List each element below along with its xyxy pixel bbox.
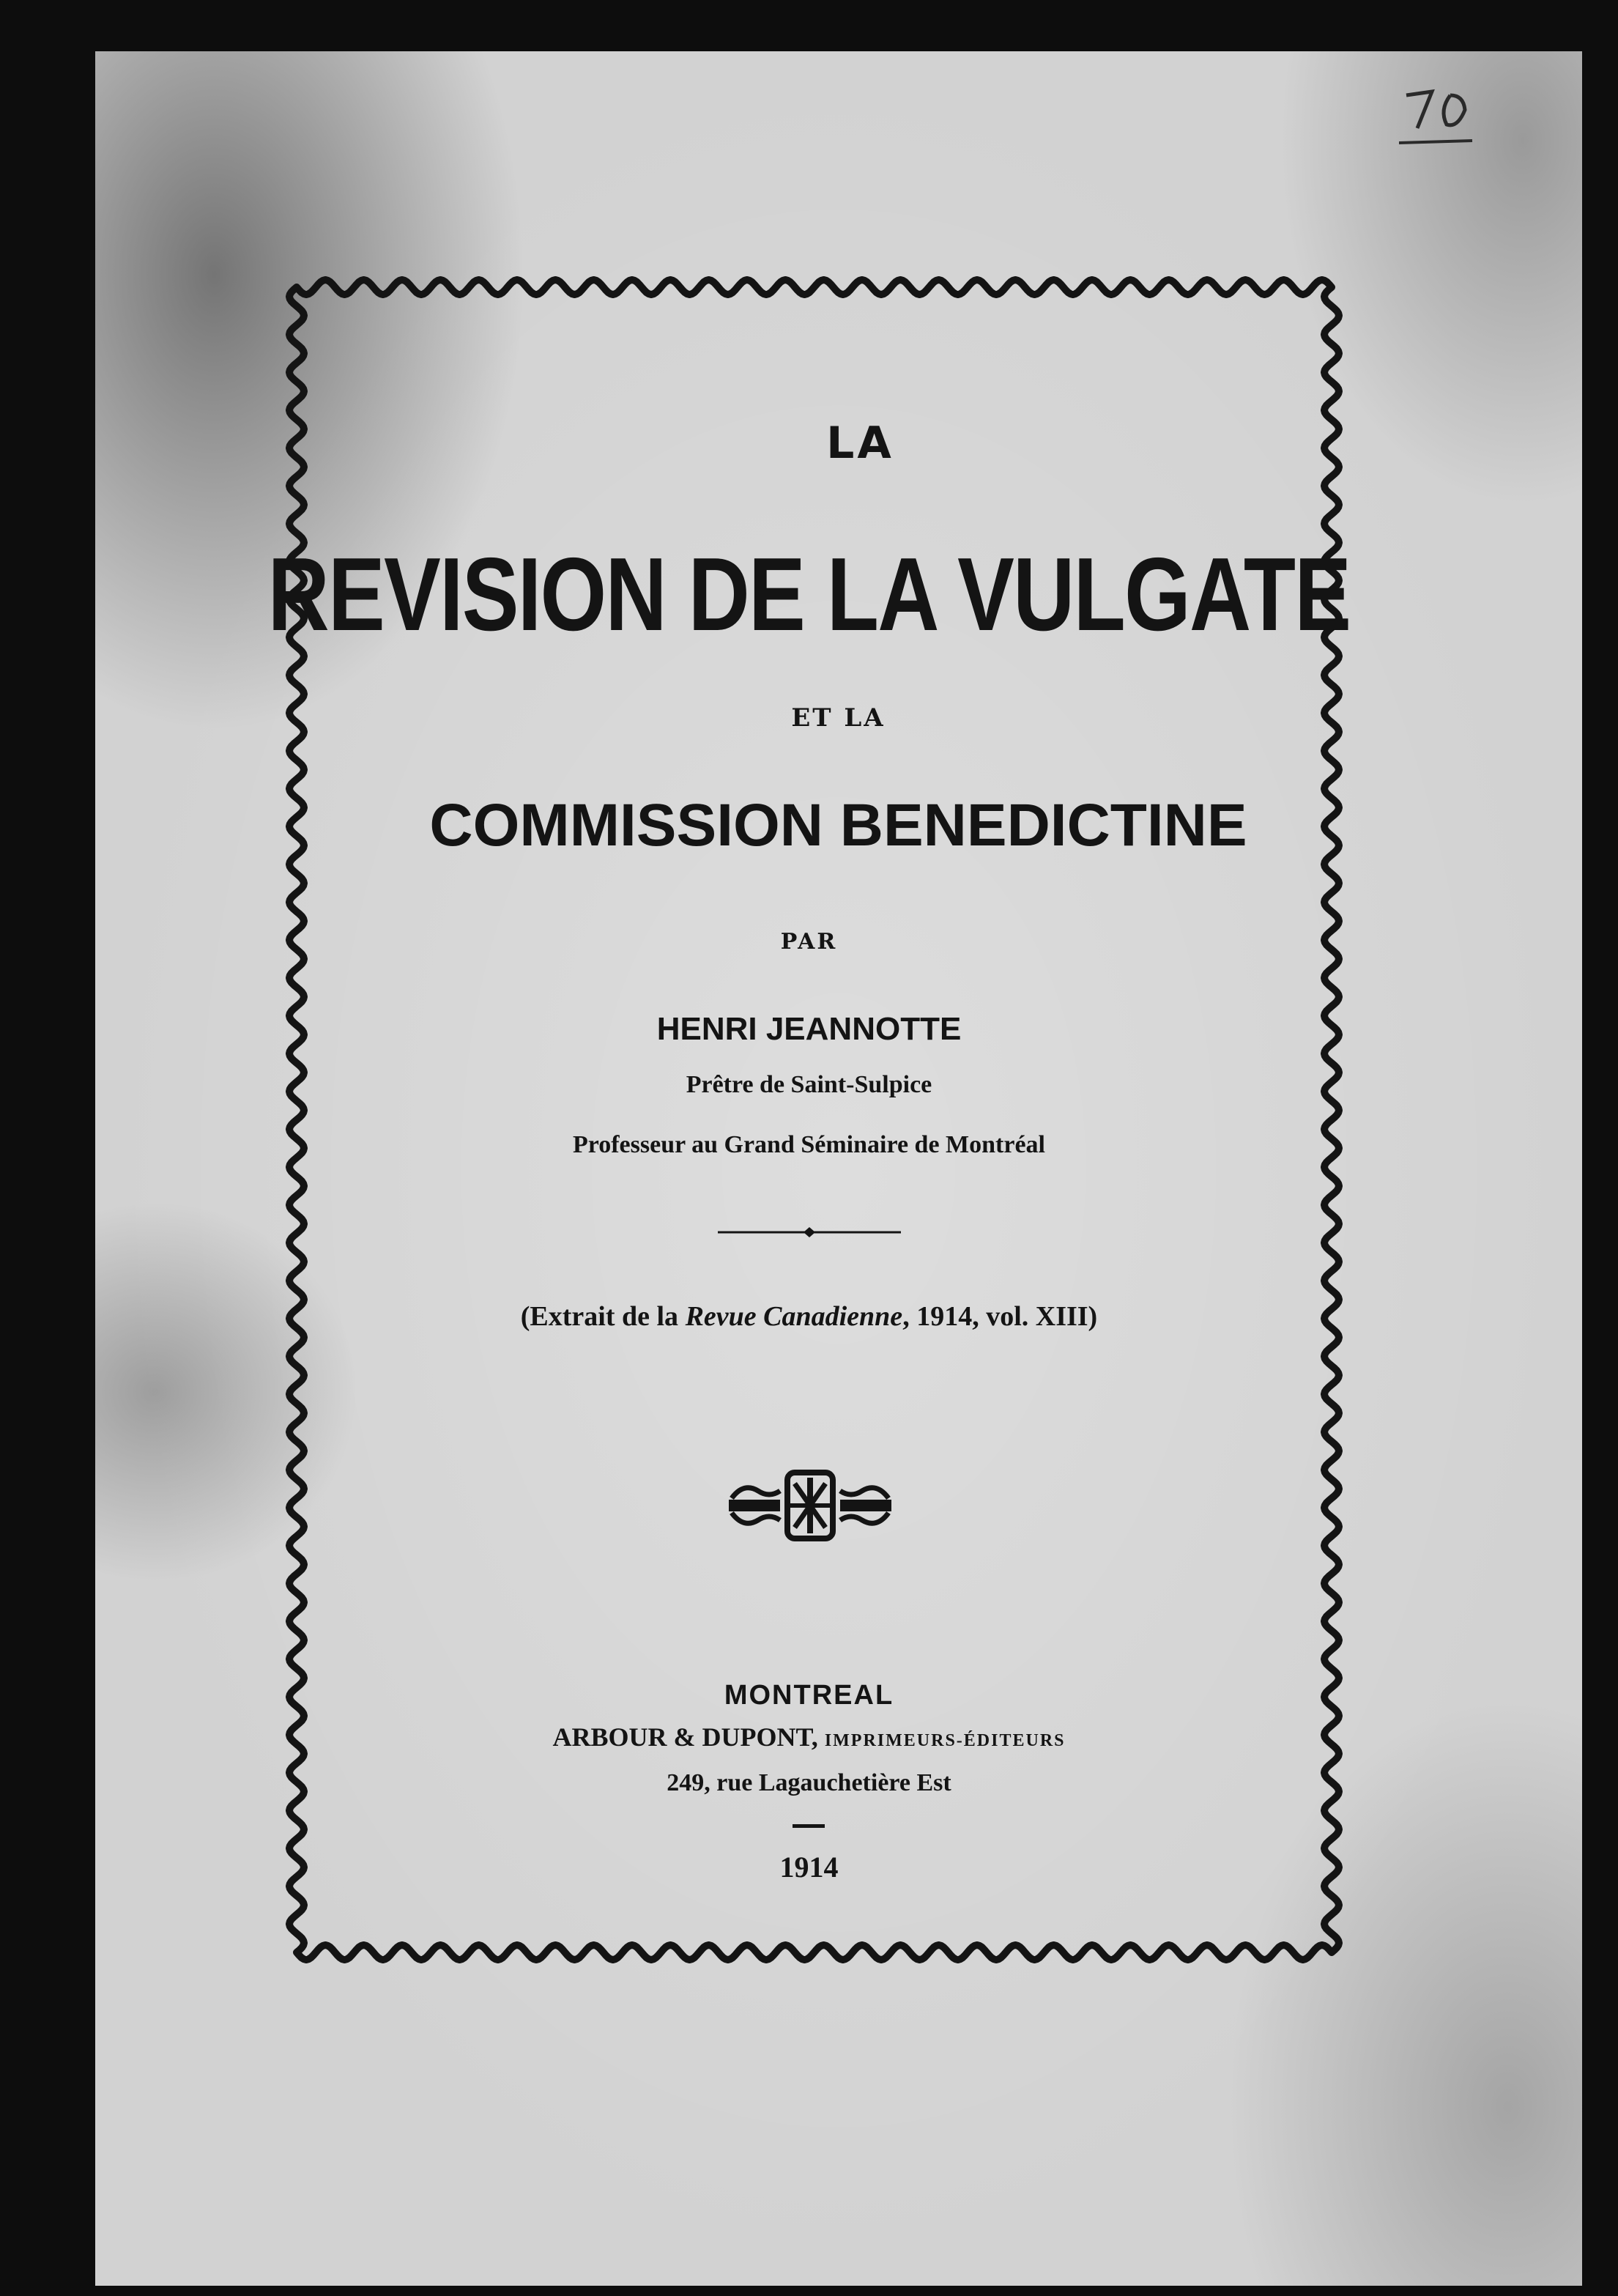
imprint-year: 1914: [779, 1851, 839, 1884]
publisher-role: IMPRIMEURS-ÉDITEURS: [824, 1731, 1066, 1750]
title-article: LA: [826, 418, 894, 469]
imprint-publisher: [0, 1722, 1618, 1752]
extract-suffix: , 1914, vol. XIII): [902, 1301, 1098, 1332]
imprint-city: MONTREAL: [724, 1680, 894, 1711]
subtitle: COMMISSION BENEDICTINE: [429, 792, 1247, 859]
extract-note: [0, 1300, 1618, 1333]
fleuron-ornament: [729, 1469, 891, 1542]
byline-par: PAR: [780, 929, 838, 955]
author-position: Professeur au Grand Séminaire de Montréal: [572, 1131, 1045, 1158]
separator-dash: [793, 1824, 825, 1828]
main-title: REVISION DE LA VULGATE: [267, 536, 1351, 653]
publisher-name: ARBOUR & DUPONT,: [552, 1722, 818, 1752]
extract-prefix: (Extrait de la: [520, 1301, 686, 1332]
journal-name: Revue Canadienne: [685, 1301, 903, 1332]
author-name: HENRI JEANNOTTE: [656, 1011, 962, 1047]
title-connector: ET LA: [791, 703, 886, 733]
author-role: Prêtre de Saint-Sulpice: [686, 1071, 932, 1098]
imprint-address: 249, rue Lagauchetière Est: [667, 1769, 951, 1796]
ornamental-rule: [718, 1225, 901, 1240]
